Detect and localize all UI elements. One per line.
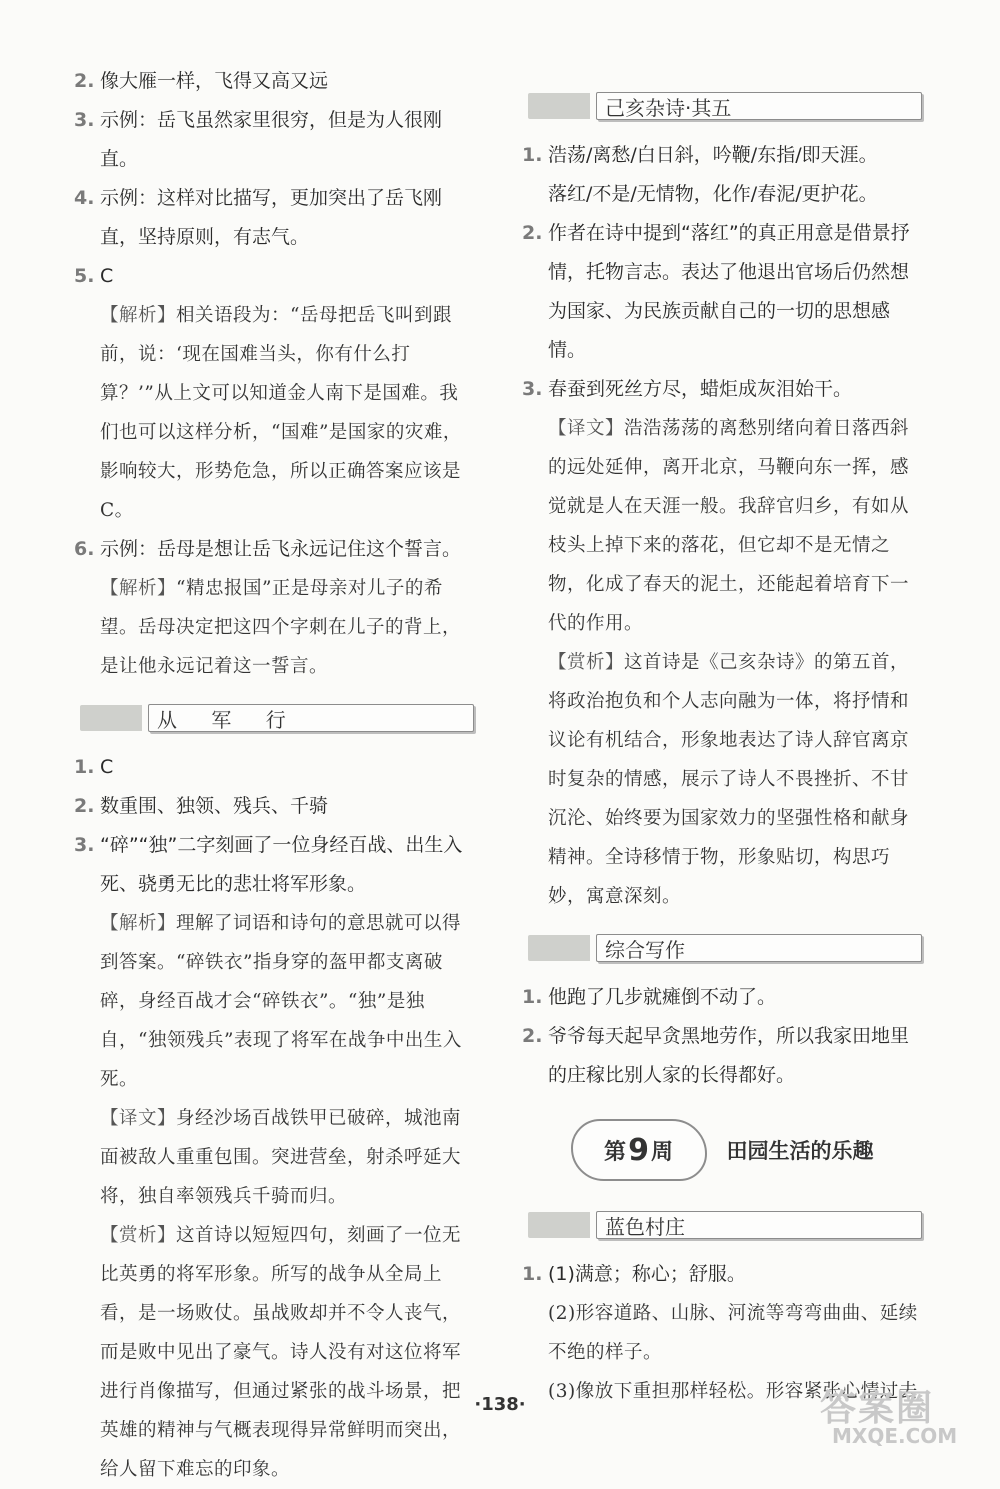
section-tab bbox=[528, 1212, 590, 1238]
section-tab bbox=[528, 93, 590, 119]
answer-item: 2. 爷爷每天起早贪黑地劳作，所以我家田地里的庄稼比别人家的长得都好。 bbox=[522, 1025, 910, 1086]
week-banner bbox=[522, 1119, 922, 1181]
answer-subitem: (2)形容道路、山脉、河流等弯弯曲曲、延续不绝的样子。 bbox=[548, 1303, 918, 1363]
answer-item: 3. “碎”“独”二字刻画了一位身经百战、出生入死、骁勇无比的悲壮将军形象。 bbox=[74, 834, 463, 895]
week-title: 田园生活的乐趣 bbox=[726, 1139, 874, 1163]
section-tab bbox=[528, 935, 590, 961]
section-tab bbox=[80, 705, 142, 731]
answer-item: 1. 浩荡/离愁/白日斜，吟鞭/东指/即天涯。 bbox=[522, 144, 878, 166]
answer-item: 2. 数重围、独领、残兵、千骑 bbox=[74, 795, 329, 817]
analysis-block: 【解析】理解了词语和诗句的意思就可以得到答案。“碎铁衣”指身穿的盔甲都支离破碎，身经百战才会“碎铁衣”。“独”是独自，“独领残兵”表现了将军在战争中出生入死。 bbox=[100, 913, 462, 1090]
answer-item: 1. 他跑了几步就瘫倒不动了。 bbox=[522, 986, 777, 1008]
section-title: 己亥杂诗·其五 bbox=[596, 92, 922, 120]
appreciation-block: 【赏析】这首诗以短短四句，刻画了一位无比英勇的将军形象。所写的战争从全局上看，是一场败仗。虽战败却并不令人丧气，而是败中见出了豪气。诗人没有对这位将军进行肖像描写，但通过紧张的战斗场景，把英雄的精神与气概表现得异常鲜明而突出，给人留下难忘的印象。 bbox=[100, 1225, 462, 1480]
answer-item: 1. C bbox=[74, 756, 114, 778]
answer-item: 3. 春蚕到死丝方尽，蜡炬成灰泪始干。 bbox=[522, 378, 853, 400]
appreciation-block: 【赏析】这首诗是《己亥杂诗》的第五首，将政治抱负和个人志向融为一体，将抒情和议论有机结合，形象地表达了诗人辞官离京时复杂的情感，展示了诗人不畏挫折、不甘沉沦、始终要为国家效力的坚强性格和献身精神。全诗移情于物，形象贴切，构思巧妙，寓意深刻。 bbox=[548, 652, 910, 907]
answer-item: 4. 示例：这样对比描写，更加突出了岳飞刚直，坚持原则，有志气。 bbox=[74, 187, 443, 248]
section-header bbox=[528, 1211, 922, 1239]
section-title: 综合写作 bbox=[596, 934, 922, 962]
answer-item: 2. 像大雁一样，飞得又高又远 bbox=[74, 70, 329, 92]
answer-subitem: (3)像放下重担那样轻松。形容紧张心情过去 bbox=[548, 1381, 918, 1402]
section-header bbox=[528, 934, 922, 962]
page-number: ·138· bbox=[474, 1394, 526, 1415]
section-title: 从 军 行 bbox=[148, 704, 474, 732]
section-header bbox=[80, 704, 474, 732]
left-column bbox=[74, 62, 474, 1489]
answer-item: 5. C bbox=[74, 265, 114, 287]
answer-line: 落红/不是/无情物，化作/春泥/更护花。 bbox=[548, 183, 878, 205]
section-title: 蓝色村庄 bbox=[596, 1211, 922, 1239]
watermark-logo: 答案圈 bbox=[820, 1388, 935, 1429]
answer-item: 3. 示例：岳飞虽然家里很穷，但是为人很刚直。 bbox=[74, 109, 443, 170]
answer-item: 1. (1)满意；称心；舒服。 bbox=[522, 1263, 746, 1285]
week-cloud-badge: 第 9 周 bbox=[571, 1119, 707, 1181]
right-column bbox=[522, 76, 922, 1411]
answer-item: 6. 示例：岳母是想让岳飞永远记住这个誓言。 bbox=[74, 538, 462, 560]
watermark-url: MXQE.COM bbox=[832, 1424, 958, 1448]
answer-item: 2. 作者在诗中提到“落红”的真正用意是借景抒情，托物言志。表达了他退出官场后仍然想为国家、为民族贡献自己的一切的思想感情。 bbox=[522, 222, 910, 361]
translation-block: 【译文】浩浩荡荡的离愁别绪向着日落西斜的远处延伸，离开北京，马鞭向东一挥，感觉就是人在天涯一般。我辞官归乡，有如从枝头上掉下来的落花，但它却不是无情之物，化成了春天的泥土，还能起着培育下一代的作用。 bbox=[548, 418, 910, 634]
section-header bbox=[528, 92, 922, 120]
analysis-block: 【解析】相关语段为：“岳母把岳飞叫到跟前，说：‘现在国难当头，你有什么打算？’”从上文可以知道金人南下是国难。我们也可以这样分析，“国难”是国家的灾难，影响较大，形势危急，所以正确答案应该是C。 bbox=[100, 305, 462, 521]
translation-block: 【译文】身经沙场百战铁甲已破碎，城池南面被敌人重重包围。突进营垒，射杀呼延大将，独自率领残兵千骑而归。 bbox=[100, 1108, 462, 1207]
analysis-block: 【解析】“精忠报国”正是母亲对儿子的希望。岳母决定把这四个字刺在儿子的背上，是让他永远记着这一誓言。 bbox=[100, 578, 462, 677]
